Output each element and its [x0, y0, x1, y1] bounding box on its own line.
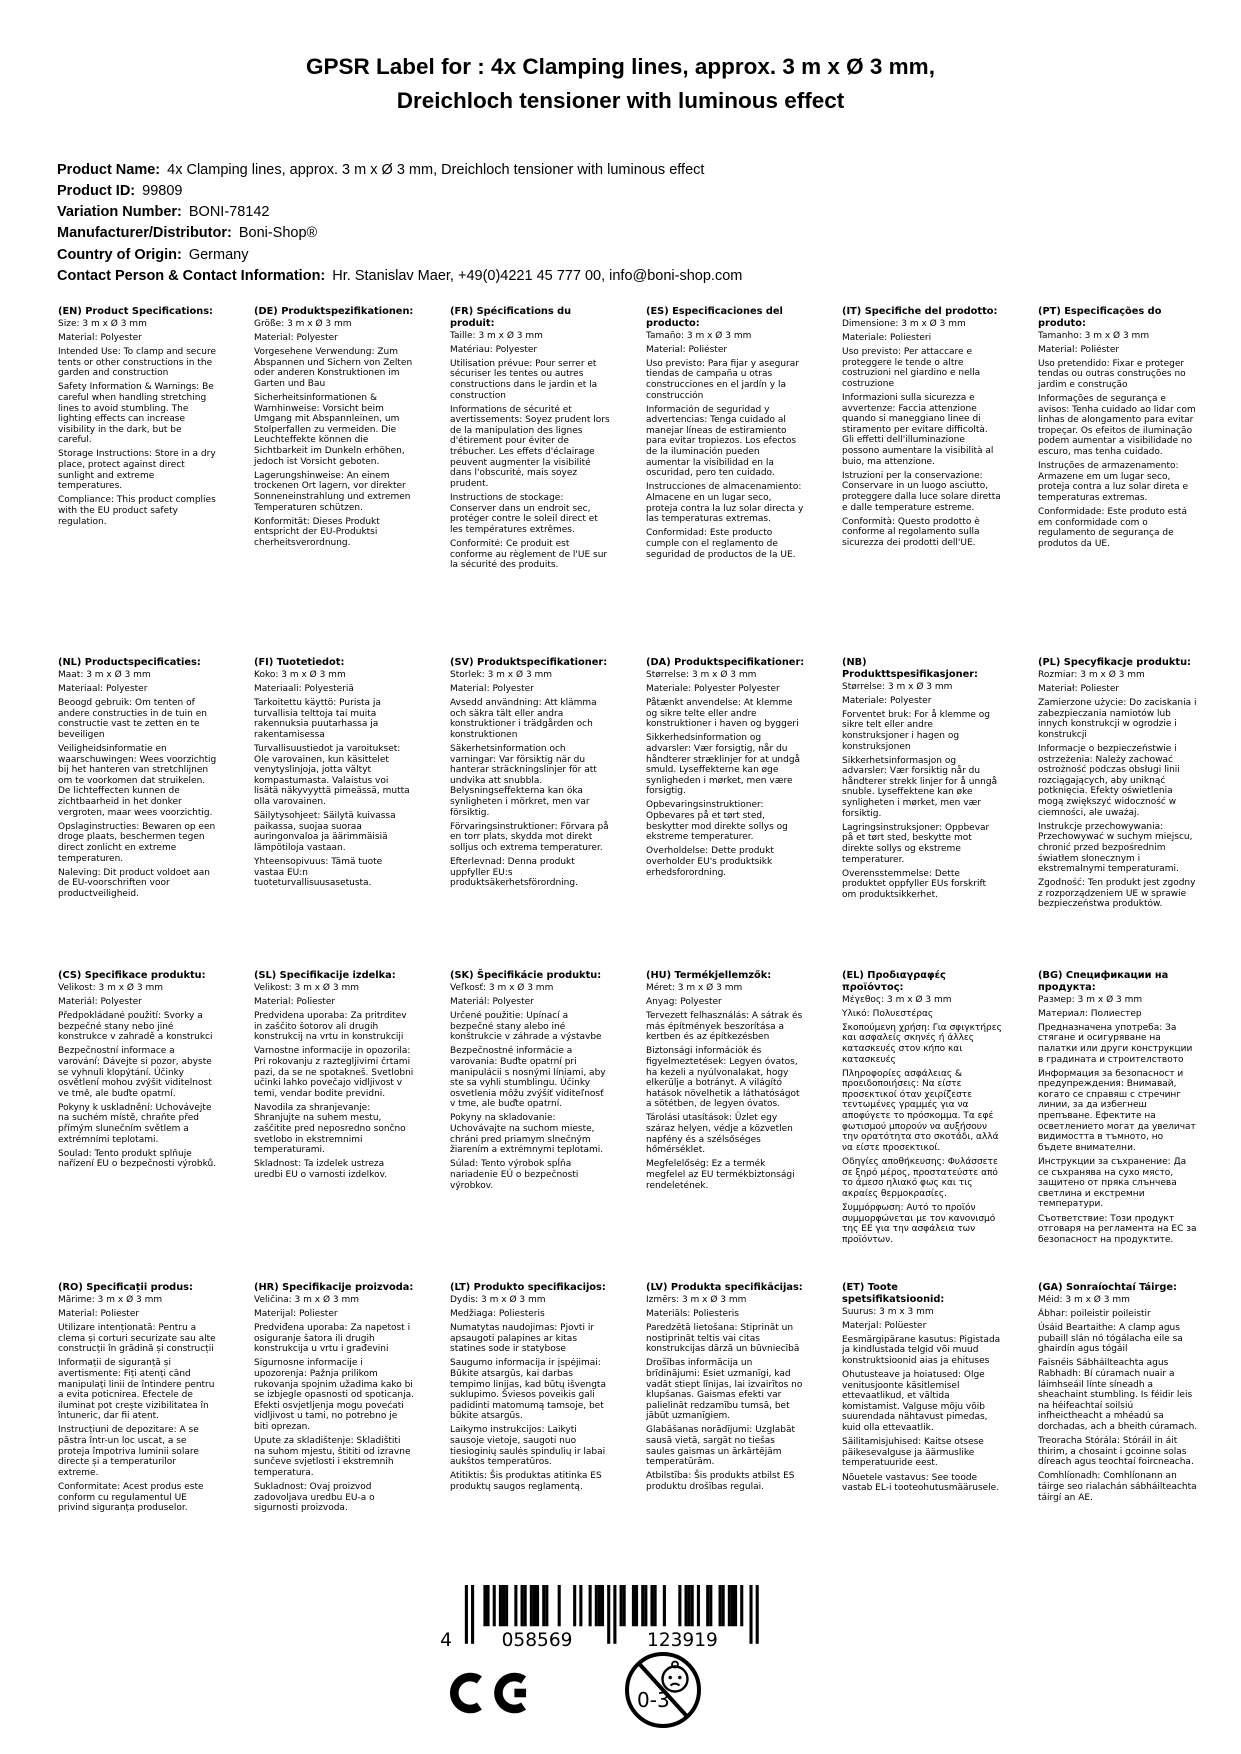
- language-block-header: (DA) Produktspecifikationer:: [646, 657, 805, 668]
- language-block-paragraph: Méret: 3 m x Ø 3 mm: [646, 982, 743, 993]
- language-block-paragraph: Sukladnost: Ovaj proizvod zadovoljava uredbu EU-a o sigurnosti proizvoda.: [254, 1482, 375, 1514]
- language-block-paragraph: Laikymo instrukcijos: Laikyti sausoje vietoje, saugoti nuo tiesioginių saulės spindulių ir labai aukštos temperatūros.: [450, 1425, 606, 1468]
- language-block-paragraph: Koko: 3 m x Ø 3 mm: [254, 669, 346, 680]
- language-block-paragraph: Veiligheidsinformatie en waarschuwingen: Wees voorzichtig bij het hanteren van stretchlijnen om te voorkomen dat struikelen. De lichteffecten kunnen de zichtbaarheid in het donker vergroten, maar wees voorzichtig.: [58, 743, 217, 818]
- language-block-hr: [254, 1282, 414, 1514]
- language-block-header: (PL) Specyfikacje produktu:: [1038, 657, 1191, 668]
- language-block-paragraph: Instrukcje przechowywania: Przechowywać w suchym miejscu, chronić przed bezpośrednim światłem słonecznym i ekstremalnymi temperaturami.: [1038, 821, 1193, 875]
- language-block-paragraph: Instructions de stockage: Conserver dans un endroit sec, protéger contre le soleil direct et les températures extrêmes.: [450, 493, 598, 535]
- language-block-paragraph: Safety Information & Warnings: Be careful when handling stretching lines to avoid stumbling. The lighting effects can increase visibility in the dark, but be careful.: [58, 382, 214, 446]
- language-block-paragraph: Υλικό: Πολυεστέρας: [842, 1008, 934, 1019]
- barcode-digit-first: 4: [440, 1629, 452, 1651]
- language-block-paragraph: Ohutusteave ja hoiatused: Olge venitusjoonte käsitlemisel ettevaatlikud, et vältida komistamist. Valguse mõju võib suurendada nähtavust pimedas, kuid olla ettevaatlik.: [842, 1370, 988, 1434]
- language-block-paragraph: Určené použitie: Upínací a bezpečné stany alebo iné konštrukcie v záhrade a výstavbe: [450, 1010, 602, 1043]
- language-block-paragraph: Påtænkt anvendelse: At klemme og sikre telte eller andre konstruktioner i haven og byggeri: [646, 697, 799, 730]
- language-block-fi: [254, 657, 414, 970]
- language-block-paragraph: Förvaringsinstruktioner: Förvara på en torr plats, skydda mot direkt solljus och extrema temperaturer.: [450, 821, 609, 853]
- language-block-paragraph: Glabāšanas norādījumi: Uzglabāt sausā vietā, sargāt no tiešas saules gaismas un ārkārtējām temperatūrām.: [646, 1425, 795, 1468]
- language-block-paragraph: Conformité: Ce produit est conforme au règlement de l'UE sur la sécurité des produits.: [450, 538, 608, 571]
- product-info-value: BONI-78142: [188, 204, 270, 221]
- language-block-paragraph: Материал: Полиестер: [1038, 1008, 1142, 1019]
- page-title-line2: Dreichloch tensioner with luminous effect: [396, 87, 845, 113]
- product-info-label: Product Name:: [57, 162, 161, 178]
- language-block-paragraph: Istruzioni per la conservazione: Conservare in un luogo asciutto, proteggere dalla luce solare diretta e dalle temperature estreme.: [842, 470, 1001, 513]
- language-block-header: (SL) Specifikacije izdelka:: [254, 970, 396, 981]
- language-block-paragraph: Størrelse: 3 m x Ø 3 mm: [842, 681, 953, 692]
- language-block-paragraph: Material: Polyester: [450, 683, 534, 694]
- language-block-paragraph: Materiał: Poliester: [1038, 683, 1120, 694]
- language-block-paragraph: Navodila za shranjevanje: Shranjujte na suhem mestu, zaščitite pred neposredno sončno svetlobo in ekstremnimi temperaturami.: [254, 1102, 406, 1156]
- age-warning-text: 0-3: [637, 1688, 670, 1712]
- language-block-es: [646, 306, 806, 657]
- language-block-paragraph: Faisnéis Sábháilteachta agus Rabhadh: Bí cúramach nuair a láimhseáil línte síneadh a sheachaint stumbling. Is féidir leis na héifeachtaí soilsiú infheictheacht a mhéadú sa dorchadas, ach a bheith cúramach.: [1038, 1358, 1198, 1432]
- language-block-paragraph: Comhlíonadh: Comhlíonann an táirge seo rialachán sábháilteachta táirgí an AE.: [1038, 1471, 1197, 1503]
- product-info: [57, 160, 1201, 287]
- language-block-paragraph: Konformität: Dieses Produkt entspricht der EU-Produktsi cherheitsverordnung.: [254, 516, 380, 548]
- language-block-paragraph: Uso pretendido: Fixar e proteger tendas ou outras construções no jardim e construção: [1038, 358, 1186, 390]
- language-block-paragraph: Tamaño: 3 m x Ø 3 mm: [646, 330, 752, 341]
- language-block-paragraph: Storlek: 3 m x Ø 3 mm: [450, 669, 553, 680]
- language-block-paragraph: Sikkerhedsinformation og advarsler: Vær forsigtig, når du håndterer stræklinjer for at undgå smuld. Lyseffekterne kan øge synligheden i mørket, men være forsigtig.: [646, 733, 801, 797]
- language-block-paragraph: Soulad: Tento produkt splňuje nařízení EU o bezpečnosti výrobků.: [58, 1148, 217, 1170]
- language-block-paragraph: Izmērs: 3 m x Ø 3 mm: [646, 1294, 747, 1305]
- language-block-paragraph: Úsáid Beartaithe: A clamp agus pubaill slán nó tógálacha eile sa ghairdín agus tógáil: [1038, 1322, 1183, 1355]
- language-block-ro: [58, 1282, 218, 1514]
- language-block-paragraph: Größe: 3 m x Ø 3 mm: [254, 318, 352, 329]
- language-block-paragraph: Instrucciones de almacenamiento: Almacene en un lugar seco, proteja contra la luz solar directa y las temperaturas extremas.: [646, 482, 804, 525]
- language-block-paragraph: Méid: 3 m x Ø 3 mm: [1038, 1294, 1130, 1305]
- language-block-header: (BG) Спецификации на продукта:: [1038, 970, 1169, 993]
- language-block-paragraph: Veličina: 3 m x Ø 3 mm: [254, 1294, 360, 1305]
- language-block-paragraph: Intended Use: To clamp and secure tents or other constructions in the garden and construction: [58, 346, 217, 379]
- language-block-paragraph: Materijal: Poliester: [254, 1308, 338, 1319]
- language-block-paragraph: Drošības informācija un brīdinājumi: Esiet uzmanīgi, kad vadāt stiept līnijas, lai izvairītos no klupšanas. Gaismas efekti var palielināt redzamību tumsā, bet jābūt uzmanīgiem.: [646, 1358, 803, 1422]
- language-block-paragraph: Forventet bruk: For å klemme og sikre telt eller andre konstruksjoner i hagen og konstruksjonen: [842, 709, 991, 752]
- language-block-header: (SK) Špecifikácie produktu:: [450, 970, 602, 981]
- language-block-paragraph: Medžiaga: Poliesteris: [450, 1308, 545, 1319]
- language-block-paragraph: Veľkosť: 3 m x Ø 3 mm: [450, 982, 554, 993]
- language-block-paragraph: Opbevaringsinstruktioner: Opbevares på et tørt sted, beskytter mod direkte sollys og ekstreme temperaturer.: [646, 800, 788, 843]
- product-info-value: 99809: [142, 183, 183, 200]
- language-block-de: [254, 306, 414, 657]
- language-block-paragraph: Nõuetele vastavus: See toode vastab EL-i tooteohutusmäärusele.: [842, 1472, 1000, 1494]
- language-block-sv: [450, 657, 610, 970]
- page-title-line1: GPSR Label for : 4x Clamping lines, approx. 3 m x Ø 3 mm,: [306, 54, 935, 79]
- language-block-paragraph: Zamierzone użycie: Do zaciskania i zabezpieczania namiotów lub innych konstrukcji w ogrodzie i konstrukcji: [1038, 697, 1197, 740]
- language-block-header: (GA) Sonraíochtaí Táirge:: [1038, 1282, 1177, 1293]
- language-block-paragraph: Taille: 3 m x Ø 3 mm: [450, 330, 543, 341]
- language-block-paragraph: Sigurnosne informacije i upozorenja: Pažnja prilikom rukovanja spojnim užadima kako bi se izbjegle opasnosti od spoticanja. Efekti osvjetljenja mogu povećati vidljivost u tami, no potrebno je biti oprezan.: [254, 1358, 414, 1432]
- language-block-paragraph: Utilizare intenționată: Pentru a clema și corturi securizate sau alte construcții în grădină și construcții: [58, 1322, 216, 1355]
- language-block-header: (LV) Produkta specifikācijas:: [646, 1282, 803, 1293]
- language-block-sl: [254, 970, 414, 1282]
- product-info-row: [57, 245, 1201, 266]
- language-block-el: [842, 970, 1002, 1282]
- language-block-header: (ES) Especificaciones del producto:: [646, 306, 783, 329]
- language-block-paragraph: Conformidad: Este producto cumple con el reglamento de seguridad de productos de la UE.: [646, 528, 796, 560]
- language-block-paragraph: Uso previsto: Per attaccare e proteggere le tende o altre costruzioni nel giardino e nella costruzione: [842, 346, 981, 389]
- language-block-paragraph: Materiál: Polyester: [450, 996, 534, 1007]
- language-block-paragraph: Treoracha Stórála: Stóráil in áit thirim, a chosaint i gcoinne solas díreach agus teochtaí foircneacha.: [1038, 1436, 1194, 1468]
- language-block-bg: [1038, 970, 1198, 1282]
- language-block-paragraph: Información de seguridad y advertencias: Tenga cuidado al manejar líneas de estiramiento para evitar tropiezos. Los efectos de la iluminación pueden aumentar la visibilidad en la oscuridad, pero ten cuidado.: [646, 404, 797, 479]
- language-block-paragraph: Informacje o bezpieczeństwie i ostrzeżenia: Należy zachować ostrożność podczas obsługi linii rozciągających, aby uniknąć potknięcia. Efekty oświetlenia mogą zwiększyć widoczność w ciemności, ale uważaj.: [1038, 743, 1180, 818]
- language-block-header: (PT) Especificações do produto:: [1038, 306, 1162, 329]
- language-block-paragraph: Materiale: Poliesteri: [842, 332, 932, 343]
- language-block-hu: [646, 970, 806, 1282]
- language-block-paragraph: Bezpečnostní informace a varování: Dávejte si pozor, abyste se vyhnuli klopýtání. Účinky osvětlení mohou zvýšit viditelnost ve tmě, ale buďte opatrní.: [58, 1046, 212, 1099]
- language-block-paragraph: Lagerungshinweise: An einem trockenen Ort lagern, vor direkter Sonneneinstrahlung und extremen Temperaturen schützen.: [254, 470, 411, 513]
- language-block-cs: [58, 970, 218, 1282]
- language-block-paragraph: Tarkoitettu käyttö: Purista ja turvallisia telttoja tai muita rakennuksia puutarhassa ja rakentamisessa: [254, 697, 381, 740]
- language-blocks-grid: [58, 306, 1198, 1514]
- product-info-label: Variation Number:: [57, 204, 182, 221]
- language-block-paragraph: Material: Poliéster: [1038, 344, 1120, 355]
- language-block-paragraph: Σκοπούμενη χρήση: Για σφιγκτήρες και ασφαλείς σκηνές ή άλλες κατασκευές στον κήπο και κατασκευές: [842, 1022, 1002, 1065]
- language-block-header: (SV) Produktspecifikationer:: [450, 657, 608, 668]
- product-info-row: [57, 223, 1201, 244]
- language-block-paragraph: Velikost: 3 m x Ø 3 mm: [58, 982, 163, 993]
- language-block-paragraph: Zgodność: Ten produkt jest zgodny z rozporządzeniem UE w sprawie bezpieczeństwa produktów.: [1038, 878, 1196, 910]
- language-block-paragraph: Μέγεθος: 3 m x Ø 3 mm: [842, 994, 952, 1005]
- language-block-paragraph: Dimensione: 3 m x Ø 3 mm: [842, 318, 966, 329]
- language-block-paragraph: Rozmiar: 3 m x Ø 3 mm: [1038, 669, 1145, 680]
- language-block-paragraph: Naleving: Dit product voldoet aan de EU-voorschriften voor productveiligheid.: [58, 867, 210, 899]
- language-block-nl: [58, 657, 218, 970]
- language-block-it: [842, 306, 1002, 657]
- language-block-paragraph: Materjal: Polüester: [842, 1320, 927, 1331]
- language-block-paragraph: Eesmärgipärane kasutus: Pigistada ja kindlustada telgid või muud konstruktsioonid aias ja ehituses: [842, 1334, 1001, 1366]
- language-block-paragraph: Информация за безопасност и предупреждения: Внимавай, когато се справяш с стречинг линии, за да избегнеш препъване. Ефектите на осветлението могат да увеличат видимостта в тъмното, но бъдете внимателни.: [1038, 1068, 1196, 1153]
- language-block-pt: [1038, 306, 1198, 657]
- language-block-paragraph: Πληροφορίες ασφάλειας & προειδοποιήσεις: Να είστε προσεκτικοί όταν χειρίζεστε τεντωμένες γραμμές για να αποφύγετε το πρόσκομμα. Τα εφέ φωτισμού μπορούν να αυξήσουν την ορατότητα στο σκοτάδι, αλλά να είστε προσεκτικοί.: [842, 1068, 999, 1153]
- language-block-paragraph: Predvidena uporaba: Za pritrditev in zaščito šotorov ali drugih konstrukcij na vrtu in konstrukciji: [254, 1010, 407, 1043]
- language-block-paragraph: Materiaal: Polyester: [58, 683, 148, 694]
- language-block-paragraph: Material: Polyester: [254, 332, 338, 343]
- language-block-header: (ET) Toote spetsifikatsioonid:: [842, 1282, 945, 1305]
- language-block-header: (EN) Product Specifications:: [58, 306, 213, 317]
- ean13-barcode: [437, 1585, 777, 1653]
- language-block-paragraph: Informations de sécurité et avertissements: Soyez prudent lors de la manipulation des lignes d'étirement pour éviter de trébucher. Les effets d'éclairage peuvent augmenter la visibilité dans l'obscurité, mais soyez prudent.: [450, 404, 610, 489]
- language-block-paragraph: Säilitamisjuhised: Kaitse otsese päikesevalguse ja äärmuslike temperatuuride eest.: [842, 1437, 984, 1469]
- product-info-label: Product ID:: [57, 183, 136, 200]
- language-block-paragraph: Material: Polyester: [58, 332, 142, 343]
- language-block-paragraph: Compliance: This product complies with the EU product safety regulation.: [58, 495, 216, 527]
- product-info-value: Hr. Stanislav Maer, +49(0)4221 45 777 00, info@boni-shop.com: [332, 267, 743, 284]
- language-block-paragraph: Bezpečnostné informácie a varovania: Buďte opatrní pri manipulácii s nosnými líniami, aby ste sa vyhli stumblingu. Účinky osvetlenia môžu zvýšiť viditeľnosť v tme, ale buďte opatrní.: [450, 1046, 606, 1110]
- language-block-paragraph: Overholdelse: Dette produkt overholder EU's produktsikk erhedsforordning.: [646, 846, 774, 878]
- language-block-paragraph: Suurus: 3 m x 3 mm: [842, 1306, 934, 1317]
- language-block-et: [842, 1282, 1002, 1514]
- language-block-paragraph: Tervezett felhasználás: A sátrak és más építmények beszorítása a kertben és az építkezésben: [646, 1010, 803, 1043]
- language-block-header: (HU) Termékjellemzők:: [646, 970, 772, 981]
- barcode-icon: [437, 1585, 767, 1651]
- product-info-row: [57, 160, 1201, 181]
- language-block-pl: [1038, 657, 1198, 970]
- language-block-paragraph: Säilytysohjeet: Säilytä kuivassa paikassa, suojaa suoraa auringonvaloa ja äärimmäisiä lämpötiloja vastaan.: [254, 811, 396, 853]
- language-block-paragraph: Skladnost: Ta izdelek ustreza uredbi EU o varnosti izdelkov.: [254, 1159, 388, 1180]
- language-block-paragraph: Varnostne informacije in opozorila: Pri rokovanju z raztegljivimi črtami pazi, da se ne spotakneš. Svetlobni učinki lahko povečajo vidljivost v temi, vendar bodite previdni.: [254, 1046, 414, 1099]
- language-block-en: [58, 306, 218, 657]
- age-warning-0-3-icon: [623, 1650, 703, 1730]
- product-info-value: Boni-Shop®: [238, 225, 318, 242]
- language-block-paragraph: Utilisation prévue: Pour serrer et sécuriser les tentes ou autres constructions dans le jardin et la construction: [450, 358, 598, 401]
- language-block-paragraph: Material: Poliéster: [646, 344, 728, 355]
- product-info-label: Manufacturer/Distributor:: [57, 225, 232, 242]
- language-block-header: (NB) Produkttspesifikasjoner:: [842, 657, 978, 680]
- page-title: [0, 50, 1241, 118]
- language-block-paragraph: Størrelse: 3 m x Ø 3 mm: [646, 669, 757, 680]
- language-block-header: (HR) Specifikacije proizvoda:: [254, 1282, 414, 1293]
- language-block-paragraph: Instruções de armazenamento: Armazene em um lugar seco, proteja contra a luz solar direta e temperaturas extremas.: [1038, 461, 1189, 504]
- language-block-paragraph: Matériau: Polyester: [450, 344, 538, 355]
- language-block-paragraph: Materiāls: Poliesteris: [646, 1308, 739, 1319]
- language-block-paragraph: Materiale: Polyester: [842, 695, 932, 706]
- product-info-row: [57, 181, 1201, 202]
- language-block-paragraph: Saugumo informacija ir įspėjimai: Būkite atsargūs, kai darbas tempimo linijas, kad būtų išvengta suklupimo. Šviesos poveikis gali padidinti matomumą tamsoje, bet būkite atsargūs.: [450, 1358, 606, 1422]
- language-block-paragraph: Atitiktis: Šis produktas atitinka ES produktų saugos reglamentą.: [450, 1471, 602, 1492]
- language-block-header: (DE) Produktspezifikationen:: [254, 306, 414, 317]
- language-block-paragraph: Turvallisuustiedot ja varoitukset: Ole varovainen, kun käsittelet venytyslinjoja, jotta vältyt kompastumasta. Valaistus voi lisätä näkyvyyttä pimeässä, mutta olla varovainen.: [254, 743, 410, 807]
- language-block-paragraph: Съответствие: Този продукт отговаря на регламента на ЕС за безопасност на продуктите.: [1038, 1213, 1197, 1245]
- language-block-fr: [450, 306, 610, 657]
- language-block-paragraph: Conformitate: Acest produs este conform cu regulamentul UE privind siguranța produselor.: [58, 1482, 204, 1514]
- language-block-paragraph: Pokyny k uskladnění: Uchovávejte na suchém místě, chraňte před přímým slunečním světlem a extrémními teplotami.: [58, 1102, 212, 1145]
- product-info-label: Contact Person & Contact Information:: [57, 267, 326, 284]
- language-block-header: (LT) Produkto specifikacijos:: [450, 1282, 606, 1293]
- language-block-paragraph: Súlad: Tento výrobok spĺňa nariadenie EÚ o bezpečnosti výrobkov.: [450, 1159, 579, 1191]
- language-block-paragraph: Conformidade: Este produto está em conformidade com o regulamento de segurança de produtos da UE.: [1038, 507, 1187, 549]
- language-block-paragraph: Size: 3 m x Ø 3 mm: [58, 318, 147, 329]
- language-block-paragraph: Efterlevnad: Denna produkt uppfyller EU:s produktsäkerhetsförordning.: [450, 857, 578, 889]
- language-block-paragraph: Předpokládané použití: Svorky a bezpečné stany nebo jiné konstrukce v zahradě a konstrukci: [58, 1010, 213, 1043]
- language-block-paragraph: Οδηγίες αποθήκευσης: Φυλάσσετε σε ξηρό μέρος, προστατεύστε από το άμεσο ηλιακό φως και τις ακραίες θερμοκρασίες.: [842, 1157, 998, 1199]
- language-block-header: (FR) Spécifications du produit:: [450, 306, 572, 329]
- language-block-nb: [842, 657, 1002, 970]
- language-block-header: (FI) Tuotetiedot:: [254, 657, 345, 668]
- language-block-paragraph: Mărime: 3 m x Ø 3 mm: [58, 1294, 163, 1305]
- language-block-paragraph: Biztonsági információk és figyelmeztetések: Legyen óvatos, ha kezeli a nyúlvonalakat, hogy elkerülje a botrányt. A világító hatások növelhetik a láthatóságot a sötétben, de legyen óvatos.: [646, 1046, 800, 1110]
- language-block-paragraph: Vorgesehene Verwendung: Zum Abspannen und Sichern von Zelten oder anderen Konstruktionen im Garten und Bau: [254, 346, 413, 389]
- language-block-paragraph: Megfelelőség: Ez a termék megfelel az EU termékbiztonsági rendeletének.: [646, 1159, 795, 1191]
- language-block-paragraph: Beoogd gebruik: Om tenten of andere constructies in de tuin en constructie vast te zetten en te beveiligen: [58, 697, 207, 740]
- language-block-paragraph: Предназначена употреба: За стягане и осигуряване на палатки или други конструкции в градината и строителството: [1038, 1022, 1193, 1065]
- ce-mark-icon: [450, 1663, 542, 1723]
- language-block-paragraph: Materiale: Polyester Polyester: [646, 683, 780, 694]
- language-block-paragraph: Atbilstība: Šis produkts atbilst ES produktu drošības regulai.: [646, 1471, 795, 1492]
- language-block-paragraph: Numatytas naudojimas: Pjovti ir apsaugoti palapines ar kitas statines sode ir statybose: [450, 1322, 595, 1355]
- product-info-value: 4x Clamping lines, approx. 3 m x Ø 3 mm, Dreichloch tensioner with luminous effect: [167, 162, 705, 178]
- language-block-paragraph: Maat: 3 m x Ø 3 mm: [58, 669, 151, 680]
- language-block-paragraph: Yhteensopivuus: Tämä tuote vastaa EU:n tuoteturvallisuusasetusta.: [254, 857, 383, 889]
- language-block-paragraph: Uso previsto: Para fijar y asegurar tiendas de campaña u otras construcciones en el jardín y la construcción: [646, 358, 799, 401]
- language-block-paragraph: Ábhar: poileistir poileistir: [1038, 1308, 1151, 1319]
- language-block-paragraph: Overensstemmelse: Dette produktet oppfyller EUs forskrift om produktsikkerhet.: [842, 868, 987, 900]
- language-block-header: (RO) Specificații produs:: [58, 1282, 193, 1293]
- language-block-paragraph: Informações de segurança e avisos: Tenha cuidado ao lidar com linhas de alongamento para evitar tropeçar. Os efeitos de iluminação podem aumentar a visibilidade no escuro, mas tenha cuidado.: [1038, 394, 1196, 458]
- product-info-label: Country of Origin:: [57, 246, 182, 263]
- product-info-row: [57, 266, 1201, 287]
- language-block-paragraph: Opslaginstructies: Bewaren op een droge plaats, beschermen tegen direct zonlicht en extreme temperaturen.: [58, 821, 216, 864]
- language-block-paragraph: Predviđena uporaba: Za napetost i osiguranje šatora ili drugih konstrukcija u vrtu i građevini: [254, 1322, 411, 1355]
- product-info-value: Germany: [188, 246, 249, 263]
- language-block-paragraph: Размер: 3 m x Ø 3 mm: [1038, 994, 1143, 1005]
- language-block-paragraph: Συμμόρφωση: Αυτό το προϊόν συμμορφώνεται με τον κανονισμό της ΕΕ για την ασφάλεια των προϊόντων.: [842, 1202, 996, 1245]
- language-block-paragraph: Sikkerhetsinformasjon og advarsler: Vær forsiktig når du håndterer strekk linjer for å unngå snuble. Lyseffektene kan øke synligheten i mørket, men vær forsiktig.: [842, 755, 998, 819]
- language-block-paragraph: Velikost: 3 m x Ø 3 mm: [254, 982, 359, 993]
- language-block-paragraph: Materiál: Polyester: [58, 996, 142, 1007]
- language-block-paragraph: Sicherheitsinformationen & Warnhinweise: Vorsicht beim Umgang mit Abspannleinen, um Stolperfallen zu vermeiden. Die Leuchteffekte können die Sichtbarkeit im Dunkeln erhöhen, jedoch ist Vorsicht geboten.: [254, 392, 405, 467]
- language-block-ga: [1038, 1282, 1198, 1514]
- language-block-lv: [646, 1282, 806, 1514]
- language-block-da: [646, 657, 806, 970]
- language-block-paragraph: Material: Poliester: [58, 1308, 140, 1319]
- product-info-row: [57, 202, 1201, 223]
- language-block-paragraph: Material: Poliester: [254, 996, 336, 1007]
- language-block-paragraph: Lagringsinstruksjoner: Oppbevar på et tørt sted, beskytte mot direkte sollys og ekstreme temperaturer.: [842, 822, 990, 865]
- language-block-header: (IT) Specifiche del prodotto:: [842, 306, 998, 317]
- language-block-paragraph: Dydis: 3 m x Ø 3 mm: [450, 1294, 546, 1305]
- language-block-paragraph: Upute za skladištenje: Skladištiti na suhom mjestu, štititi od izravne sunčeve svjetlosti i ekstremnih temperatura.: [254, 1436, 411, 1478]
- barcode-digits-right-group: 123919: [647, 1629, 718, 1651]
- language-block-paragraph: Conformità: Questo prodotto è conforme al regolamento sulla sicurezza dei prodotti dell'UE.: [842, 516, 980, 548]
- language-block-header: (CS) Specifikace produktu:: [58, 970, 206, 981]
- language-block-header: (EL) Προδιαγραφές προϊόντος:: [842, 970, 946, 993]
- language-block-paragraph: Informazioni sulla sicurezza e avvertenze: Faccia attenzione quando si maneggiano linee di stiramento per evitare difficoltà. Gli effetti dell'illuminazione possono aumentare la visibilità al buio, ma attenzione.: [842, 392, 994, 467]
- language-block-paragraph: Anyag: Polyester: [646, 996, 722, 1007]
- language-block-paragraph: Säkerhetsinformation och varningar: Var försiktig när du hanterar sträckningslinjer för att undvika att snubbla. Belysningseffekterna kan öka synligheten i mörkret, men var försiktig.: [450, 743, 597, 818]
- language-block-paragraph: Storage Instructions: Store in a dry place, protect against direct sunlight and extreme temperatures.: [58, 449, 216, 492]
- language-block-paragraph: Tárolási utasítások: Üzlet egy száraz helyen, védje a közvetlen napfény és a szélsőséges hőmérséklet.: [646, 1113, 793, 1156]
- language-block-paragraph: Инструкции за съхранение: Да се съхранява на сухо място, защитено от пряка слънчева светлина и екстремни температури.: [1038, 1157, 1187, 1210]
- language-block-paragraph: Paredzētā lietošana: Stiprināt un nostiprināt teltis vai citas konstrukcijas dārzā un būvniecībā: [646, 1322, 800, 1355]
- language-block-paragraph: Tamanho: 3 m x Ø 3 mm: [1038, 330, 1150, 341]
- language-block-header: (NL) Productspecificaties:: [58, 657, 201, 668]
- language-block-paragraph: Informații de siguranță și avertismente: Fiți atenți când manipulați linii de întindere pentru a evita poticnirea. Efectele de iluminat pot crește vizibilitatea în întuneric, dar fii atent.: [58, 1358, 215, 1422]
- language-block-lt: [450, 1282, 610, 1514]
- language-block-paragraph: Instrucțiuni de depozitare: A se păstra într-un loc uscat, a se proteja împotriva luminii solare directe și a temperaturilor extreme.: [58, 1425, 199, 1478]
- language-block-paragraph: Pokyny na skladovanie: Uchovávajte na suchom mieste, chráni pred priamym slnečným žiarením a extrémnymi teplotami.: [450, 1113, 604, 1156]
- language-block-paragraph: Avsedd användning: Att klämma och säkra tält eller andra konstruktioner i trädgården och konstruktionen: [450, 697, 597, 740]
- language-block-paragraph: Materiaali: Polyesteriä: [254, 683, 354, 694]
- language-block-sk: [450, 970, 610, 1282]
- barcode-digits-left-group: 058569: [501, 1629, 573, 1651]
